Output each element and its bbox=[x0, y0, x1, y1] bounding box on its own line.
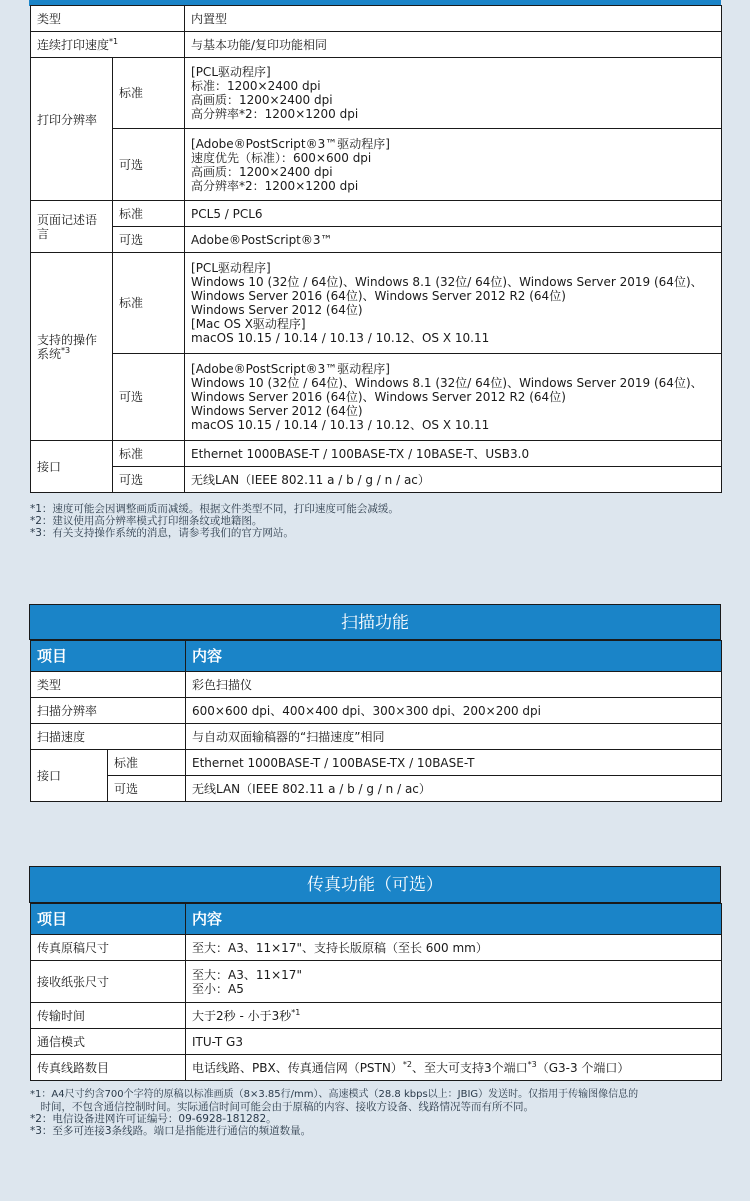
row-value: PCL5 / PCL6 bbox=[185, 201, 722, 227]
row-value: ITU-T G3 bbox=[186, 1029, 722, 1055]
sub-label: 标准 bbox=[113, 58, 185, 129]
row-value: Adobe®PostScript®3™ bbox=[185, 227, 722, 253]
row-label: 接口 bbox=[31, 441, 113, 493]
row-value: Ethernet 1000BASE-T / 100BASE-TX / 10BASE-T、USB3.0 bbox=[185, 441, 722, 467]
table-row bbox=[31, 750, 722, 776]
row-label: 通信模式 bbox=[31, 1029, 186, 1055]
row-value: Ethernet 1000BASE-T / 100BASE-TX / 10BASE-T bbox=[186, 750, 722, 776]
fax-spec-table bbox=[30, 903, 722, 1081]
row-value: 与基本功能/复印功能相同 bbox=[185, 32, 722, 58]
table-row bbox=[31, 935, 722, 961]
header-item: 项目 bbox=[31, 904, 186, 935]
row-label: 接口 bbox=[31, 750, 108, 802]
table-row bbox=[31, 1029, 722, 1055]
footnote: *1：A4尺寸约含700个字符的原稿以标准画质（8×3.85行/mm）、高速模式（28.8 kbps以上：JBIG）发送时。仅指用于传输图像信息的 bbox=[30, 1089, 639, 1100]
table-row bbox=[31, 724, 722, 750]
table-header-row bbox=[31, 904, 722, 935]
sub-label: 标准 bbox=[108, 750, 186, 776]
header-item: 项目 bbox=[31, 641, 186, 672]
scan-spec-table bbox=[30, 640, 722, 802]
footnote: 时间，不包含通信控制时间。实际通信时间可能会由于原稿的内容、接收方设备、线路情况等而有所不同。 bbox=[30, 1101, 534, 1113]
sub-label: 可选 bbox=[113, 227, 185, 253]
row-value: 大于2秒 - 小于3秒$^{*1}$ bbox=[186, 1003, 722, 1029]
fax-section-title: 传真功能（可选） bbox=[29, 866, 721, 903]
row-value: 无线LAN（IEEE 802.11 a / b / g / n / ac） bbox=[185, 467, 722, 493]
table-row bbox=[31, 698, 722, 724]
table-row bbox=[31, 201, 722, 227]
row-value: 与自动双面输稿器的“扫描速度”相同 bbox=[186, 724, 722, 750]
row-value: [PCL驱动程序] 标准：1200×2400 dpi 高画质：1200×2400 dpi 高分辨率*2：1200×1200 dpi bbox=[185, 58, 722, 129]
print-spec-table bbox=[30, 5, 722, 493]
row-label: 传真线路数目 bbox=[31, 1055, 186, 1081]
row-label: 扫描速度 bbox=[31, 724, 186, 750]
row-label: 支持的操作系统$^{*3}$ bbox=[31, 253, 113, 441]
table-row bbox=[31, 32, 722, 58]
table-row bbox=[31, 672, 722, 698]
sub-label: 标准 bbox=[113, 201, 185, 227]
table-row bbox=[31, 1003, 722, 1029]
row-label: 页面记述语言 bbox=[31, 201, 113, 253]
row-label: 传输时间 bbox=[31, 1003, 186, 1029]
footnote: *3：至多可连接3条线路。端口是指能进行通信的频道数量。 bbox=[30, 1125, 312, 1137]
table-row bbox=[31, 467, 722, 493]
table-row bbox=[31, 776, 722, 802]
row-value: 无线LAN（IEEE 802.11 a / b / g / n / ac） bbox=[186, 776, 722, 802]
footnote: *1：速度可能会因调整画质而减缓。根据文件类型不同，打印速度可能会减缓。 bbox=[30, 503, 399, 515]
table-header-row bbox=[31, 641, 722, 672]
table-row bbox=[31, 58, 722, 129]
print-footnotes bbox=[30, 503, 730, 539]
row-value: 至大：A3、11×17"、支持长版原稿（至长 600 mm） bbox=[186, 935, 722, 961]
row-value: [Adobe®PostScript®3™驱动程序] Windows 10 (32位 / 64位)、Windows 8.1 (32位/ 64位)、Windows Server 2019 (64位)、 Windows Server 2016 (64位)、Windows Server 2012 R2 (64位) Windows Server 2012 (64位) macOS 10.15 / 10.14 / 10.13 / 10.12、OS X 10.11 bbox=[185, 354, 722, 441]
fax-footnotes bbox=[30, 1089, 730, 1137]
table-row bbox=[31, 129, 722, 201]
row-value: [PCL驱动程序] Windows 10 (32位 / 64位)、Windows 8.1 (32位/ 64位)、Windows Server 2019 (64位)、 Windows Server 2016 (64位)、Windows Server 2012 R2 (64位) Windows Server 2012 (64位) [Mac OS X驱动程序] macOS 10.15 / 10.14 / 10.13 / 10.12、OS X 10.11 bbox=[185, 253, 722, 354]
table-row bbox=[31, 961, 722, 1003]
row-value: 至大：A3、11×17" 至小：A5 bbox=[186, 961, 722, 1003]
footnote: *2：电信设备进网许可证编号：09-6928-181282。 bbox=[30, 1113, 277, 1125]
sub-label: 可选 bbox=[113, 467, 185, 493]
sub-label: 标准 bbox=[113, 253, 185, 354]
header-content: 内容 bbox=[186, 641, 722, 672]
table-row bbox=[31, 441, 722, 467]
table-row bbox=[31, 253, 722, 354]
row-value: 彩色扫描仪 bbox=[186, 672, 722, 698]
row-label: 打印分辨率 bbox=[31, 58, 113, 201]
row-value: 电话线路、PBX、传真通信网（PSTN）$^{*2}$、至大可支持3个端口$^{*3}$（G3-3 个端口） bbox=[186, 1055, 722, 1081]
row-label: 接收纸张尺寸 bbox=[31, 961, 186, 1003]
header-content: 内容 bbox=[186, 904, 722, 935]
row-value: 600×600 dpi、400×400 dpi、300×300 dpi、200×200 dpi bbox=[186, 698, 722, 724]
row-label: 扫描分辨率 bbox=[31, 698, 186, 724]
sub-label: 可选 bbox=[108, 776, 186, 802]
table-row bbox=[31, 227, 722, 253]
row-label: 类型 bbox=[31, 6, 185, 32]
footnote: *2：建议使用高分辨率模式打印细条纹或地籍图。 bbox=[30, 515, 263, 527]
scan-section-title: 扫描功能 bbox=[29, 604, 721, 640]
sub-label: 标准 bbox=[113, 441, 185, 467]
table-row bbox=[31, 354, 722, 441]
row-value: 内置型 bbox=[185, 6, 722, 32]
row-label: 类型 bbox=[31, 672, 186, 698]
footnote: *3：有关支持操作系统的消息，请参考我们的官方网站。 bbox=[30, 527, 294, 539]
table-row bbox=[31, 1055, 722, 1081]
sub-label: 可选 bbox=[113, 129, 185, 201]
table-row bbox=[31, 6, 722, 32]
row-value: [Adobe®PostScript®3™驱动程序] 速度优先（标准）：600×600 dpi 高画质：1200×2400 dpi 高分辨率*2：1200×1200 dpi bbox=[185, 129, 722, 201]
row-label: 传真原稿尺寸 bbox=[31, 935, 186, 961]
sub-label: 可选 bbox=[113, 354, 185, 441]
row-label: 连续打印速度$^{*1}$ bbox=[31, 32, 185, 58]
